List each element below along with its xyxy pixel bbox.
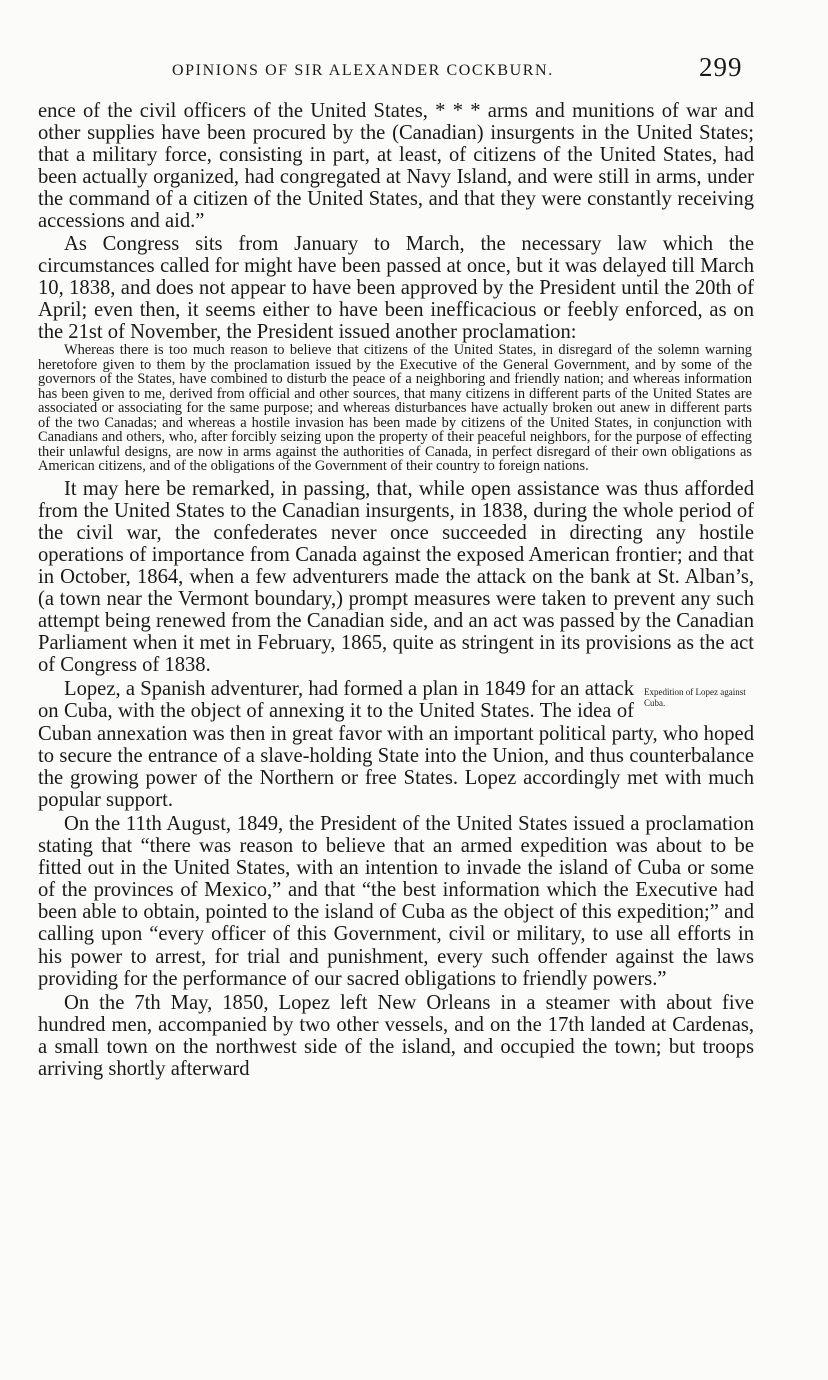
paragraph-6: On the 7th May, 1850, Lopez left New Orleans in a steamer with about five hundred men, accompanied by two other vessels, and on the 17th landed at Cardenas, a small town on the northwest side of the island, and occupied the town; but troops arriving shortly afterward bbox=[38, 991, 754, 1080]
paragraph-5: On the 11th August, 1849, the President of the United States issued a proclamation stating that “there was reason to believe that an armed expedition was about to be fitted out in the United States, with an intention to invade the island of Cuba or some of the provinces of Mexico,” and that “the best information which the Executive had been able to obtain, pointed to the island of Cuba as the object of this expedition;” and calling upon “every officer of this Government, civil or military, to use all efforts in his power to arrest, for trial and punishment, every such offender against the laws providing for the performance of our sacred obligations to friendly powers.” bbox=[38, 812, 754, 990]
page-header bbox=[0, 52, 828, 92]
paragraph-4 bbox=[38, 678, 754, 811]
body-text bbox=[38, 100, 754, 1080]
paragraph-1: ence of the civil officers of the United States, * * * arms and munitions of war and other supplies have been procured by the (Canadian) insurgents in the United States; that a military force, consisting in part, at least, of citizens of the United States, had been actually organized, had congregated at Navy Island, and were still in arms, under the command of a citizen of the United States, and that they were constantly receiving accessions and aid.” bbox=[38, 100, 754, 233]
running-head: OPINIONS OF SIR ALEXANDER COCKBURN. bbox=[172, 62, 554, 79]
paragraph-2: As Congress sits from January to March, the necessary law which the circumstances called for might have been passed at once, but it was delayed till March 10, 1838, and does not appear to have been approved by the President until the 20th of April; even then, it seems either to have been inefficacious or feebly enforced, as on the 21st of November, the President issued another proclamation: bbox=[38, 232, 754, 343]
proclamation-quote: Whereas there is too much reason to believe that citizens of the United States, in disregard of the solemn warning heretofore given to them by the proclamation issued by the Executive of the General Government, and by some of the governors of the States, have combined to disturb the peace of a neighboring and friendly nation; and whereas information has been given to me, derived from official and other sources, that many citizens in different parts of the United States are associated or associating for the same purpose; and whereas disturbances have actually broken out anew in different parts of the two Canadas; and whereas a hostile invasion has been made by citizens of the United States, in conjunction with Canadians and others, who, after forcibly seizing upon the property of their peaceful neighbors, for the purpose of effecting their unlawful designs, are now in arms against the authorities of Canada, in perfect disregard of their own obligations as American citizens, and of the obligations of the Government of their country to foreign nations. bbox=[38, 342, 752, 475]
page-number: 299 bbox=[699, 52, 743, 82]
paragraph-3: It may here be remarked, in passing, that, while open assistance was thus afforded from the United States to the Canadian insurgents, in 1838, during the whole period of the civil war, the confederates never once succeeded in directing any hostile operations of importance from Canada against the exposed American frontier; and that in October, 1864, when a few adventurers made the attack on the bank at St. Alban’s, (a town near the Vermont boundary,) prompt measures were taken to prevent any such attempt being renewed from the Canadian side, and an act was passed by the Canadian Parliament when it met in February, 1865, quite as stringent in its provisions as the act of Congress of 1838. bbox=[38, 477, 754, 677]
margin-note: Expedition of Lopez against Cuba. bbox=[644, 687, 746, 709]
paragraph-4-text: Lopez, a Spanish adventurer, had formed a plan in 1849 for an attack on Cuba, with the object of annexing it to the United States. The idea of Cuban annexation was then in great favor with an important political party, who hoped to secure the entrance of a slave-holding State into the Union, and thus counterbalance the growing power of the Northern or free States. Lopez accordingly met with much popular support. bbox=[38, 678, 754, 811]
